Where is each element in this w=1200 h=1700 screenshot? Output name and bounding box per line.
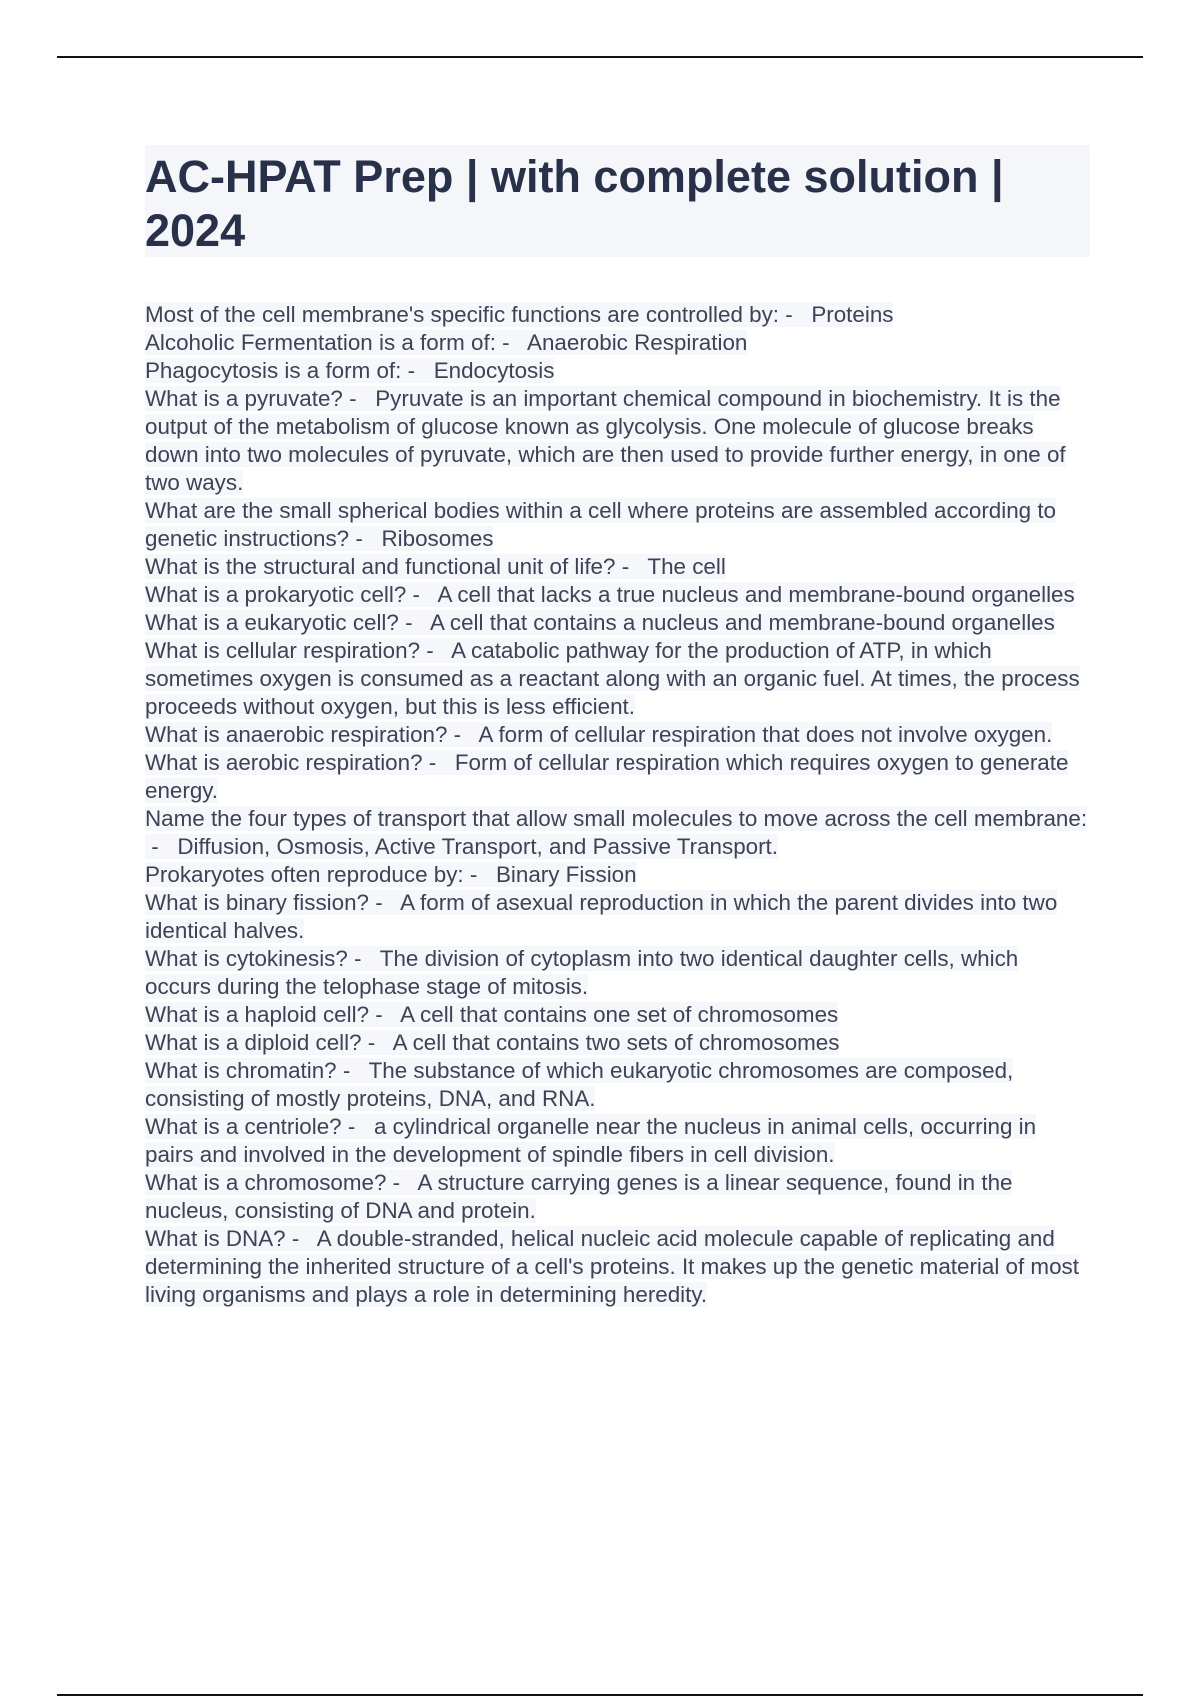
qa-separator: - [342, 386, 376, 411]
qa-item [145, 329, 1090, 357]
qa-separator: - [386, 1170, 418, 1195]
qa-item [145, 1113, 1090, 1169]
document-title: AC-HPAT Prep | with complete solution | 2024 [145, 151, 1004, 256]
qa-text [145, 1114, 1036, 1167]
bottom-rule [57, 1694, 1143, 1696]
qa-item [145, 385, 1090, 497]
question-text: Prokaryotes often reproduce by: [145, 862, 464, 887]
question-text: What is a chromosome? [145, 1170, 387, 1195]
qa-text [145, 722, 1052, 747]
qa-separator: - [463, 862, 496, 887]
qa-item [145, 889, 1090, 945]
qa-separator: - [145, 834, 178, 859]
qa-separator: - [361, 1030, 393, 1055]
qa-separator: - [285, 1226, 317, 1251]
question-text: What is a diploid cell? [145, 1030, 362, 1055]
qa-separator: - [349, 526, 382, 551]
answer-text: A structure carrying genes is a linear sequence, found in the nucleus, consisting of DNA and protein. [145, 1170, 1013, 1223]
qa-text [145, 610, 1055, 635]
qa-separator: - [369, 1002, 401, 1027]
answer-text: Ribosomes [381, 526, 494, 551]
qa-item [145, 805, 1090, 861]
question-text: What is a pyruvate? [145, 386, 343, 411]
qa-text [145, 554, 726, 579]
answer-text: A cell that contains two sets of chromosomes [392, 1030, 840, 1055]
qa-text [145, 862, 637, 887]
qa-item [145, 497, 1090, 553]
top-rule [57, 56, 1143, 58]
question-text: What is a centriole? [145, 1114, 342, 1139]
question-text: What is the structural and functional unit of life? [145, 554, 616, 579]
qa-separator: - [615, 554, 648, 579]
question-text: What are the small spherical bodies within a cell where proteins are assembled according to genetic instructions? [145, 498, 1057, 551]
qa-item [145, 1001, 1090, 1029]
qa-text [145, 750, 1068, 803]
answer-text: Form of cellular respiration which requires oxygen to generate energy. [145, 750, 1069, 803]
qa-item [145, 581, 1090, 609]
qa-text [145, 498, 1056, 551]
question-text: What is DNA? [145, 1226, 286, 1251]
qa-separator: - [336, 1058, 369, 1083]
qa-item [145, 861, 1090, 889]
qa-item [145, 1225, 1090, 1309]
question-text: Name the four types of transport that allow small molecules to move across the cell membrane: [145, 806, 1088, 831]
answer-text: Diffusion, Osmosis, Active Transport, and Passive Transport. [177, 834, 778, 859]
qa-separator: - [422, 750, 455, 775]
answer-text: A form of cellular respiration that does not involve oxygen. [478, 722, 1053, 747]
answer-text: Anaerobic Respiration [527, 330, 748, 355]
qa-text [145, 330, 747, 355]
qa-text [145, 1170, 1012, 1223]
qa-text [145, 1002, 838, 1027]
question-text: What is binary fission? [145, 890, 369, 915]
qa-item [145, 637, 1090, 721]
qa-separator: - [347, 946, 380, 971]
qa-separator: - [398, 610, 430, 635]
qa-text [145, 582, 1075, 607]
qa-text [145, 946, 1018, 999]
qa-separator: - [341, 1114, 374, 1139]
qa-text [145, 1030, 839, 1055]
qa-separator: - [447, 722, 479, 747]
qa-separator: - [420, 638, 452, 663]
qa-list [145, 301, 1090, 1309]
qa-item [145, 1057, 1090, 1113]
qa-item [145, 301, 1090, 329]
answer-text: a cylindrical organelle near the nucleus in animal cells, occurring in pairs and involved in the development of spindle fibers in cell division. [145, 1114, 1037, 1167]
qa-text [145, 638, 1080, 719]
qa-separator: - [406, 582, 438, 607]
qa-item [145, 749, 1090, 805]
answer-text: The substance of which eukaryotic chromosomes are composed, consisting of mostly proteins, DNA, and RNA. [145, 1058, 1014, 1111]
qa-text [145, 1058, 1013, 1111]
question-text: What is a prokaryotic cell? [145, 582, 407, 607]
question-text: What is a haploid cell? [145, 1002, 370, 1027]
answer-text: Binary Fission [495, 862, 637, 887]
qa-text [145, 302, 893, 327]
answer-text: Pyruvate is an important chemical compound in biochemistry. It is the output of the metabolism of glucose known as glycolysis. One molecule of glucose breaks down into two molecules of pyruvate, which are then used to provide further energy, in one of two ways. [145, 386, 1066, 495]
answer-text: A form of asexual reproduction in which the parent divides into two identical halves. [145, 890, 1058, 943]
qa-separator: - [401, 358, 434, 383]
question-text: What is anaerobic respiration? [145, 722, 448, 747]
qa-text [145, 890, 1057, 943]
question-text: Most of the cell membrane's specific functions are controlled by: [145, 302, 779, 327]
qa-item [145, 553, 1090, 581]
qa-item [145, 357, 1090, 385]
question-text: Alcoholic Fermentation is a form of: [145, 330, 496, 355]
qa-separator: - [495, 330, 528, 355]
qa-text [145, 358, 554, 383]
qa-text [145, 386, 1066, 495]
answer-text: The division of cytoplasm into two identical daughter cells, which occurs during the telophase stage of mitosis. [145, 946, 1019, 999]
qa-item [145, 1029, 1090, 1057]
question-text: What is cytokinesis? [145, 946, 348, 971]
question-text: Phagocytosis is a form of: [145, 358, 402, 383]
qa-separator: - [779, 302, 812, 327]
question-text: What is a eukaryotic cell? [145, 610, 399, 635]
answer-text: A catabolic pathway for the production of ATP, in which sometimes oxygen is consumed as a reactant along with an organic fuel. At times, the process proceeds without oxygen, but this is less efficient. [145, 638, 1080, 719]
answer-text: The cell [647, 554, 726, 579]
question-text: What is chromatin? [145, 1058, 337, 1083]
answer-text: Proteins [811, 302, 894, 327]
answer-text: A cell that lacks a true nucleus and membrane-bound organelles [437, 582, 1075, 607]
question-text: What is cellular respiration? [145, 638, 421, 663]
qa-item [145, 609, 1090, 637]
answer-text: A cell that contains a nucleus and membrane-bound organelles [429, 610, 1055, 635]
answer-text: A cell that contains one set of chromosomes [400, 1002, 839, 1027]
qa-item [145, 721, 1090, 749]
answer-text: A double-stranded, helical nucleic acid molecule capable of replicating and determining the inherited structure of a cell's proteins. It makes up the genetic material of most living organisms and plays a role in determining heredity. [145, 1226, 1079, 1307]
qa-item [145, 945, 1090, 1001]
qa-separator: - [369, 890, 401, 915]
qa-item [145, 1169, 1090, 1225]
qa-text [145, 806, 1087, 859]
question-text: What is aerobic respiration? [145, 750, 423, 775]
qa-text [145, 1226, 1079, 1307]
answer-text: Endocytosis [433, 358, 555, 383]
